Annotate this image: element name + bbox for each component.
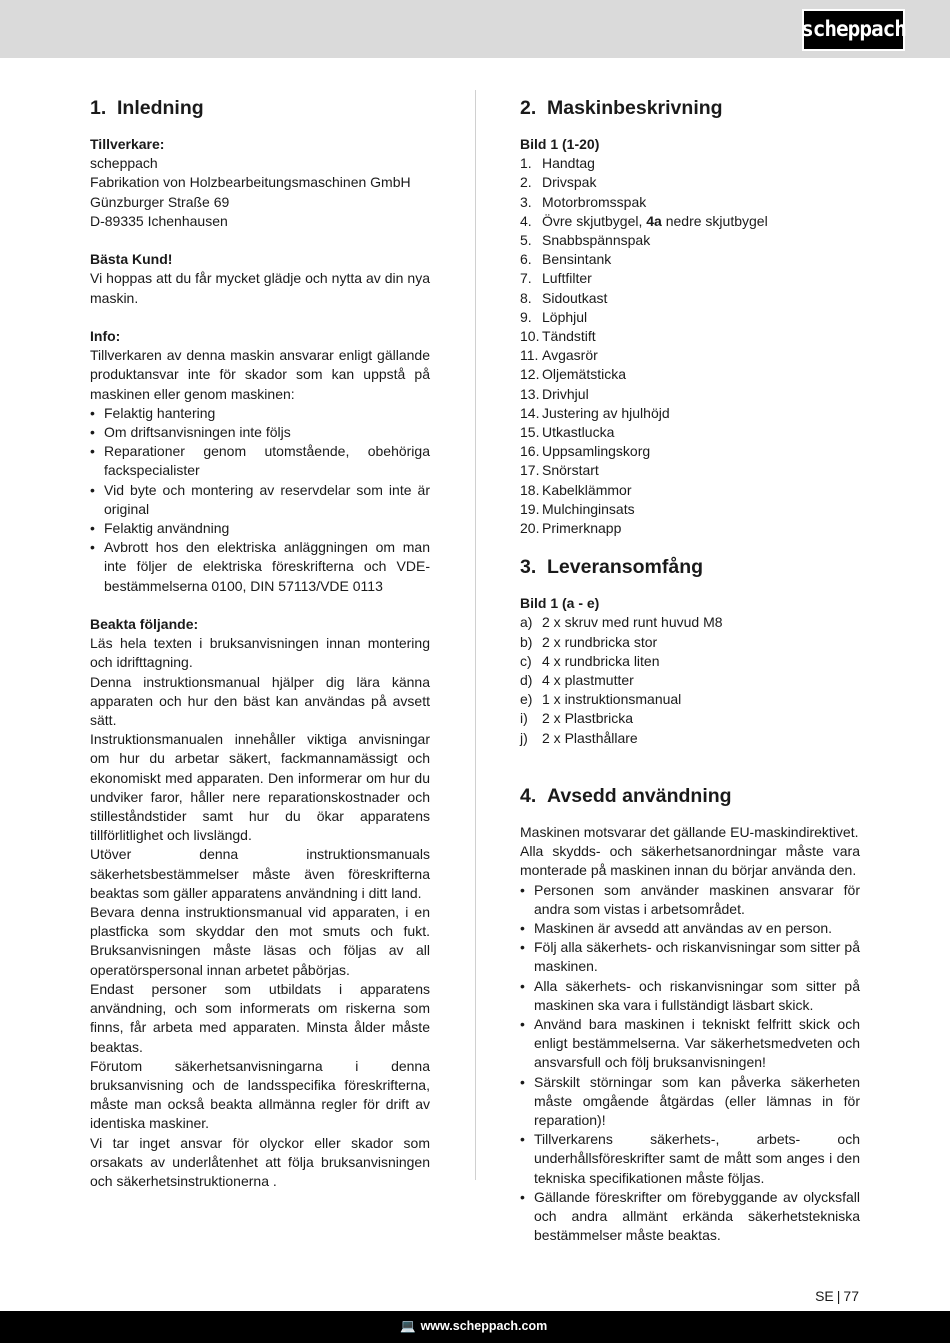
note-paragraph: Läs hela texten i bruksanvisningen innan montering och idrifttagning. (90, 635, 430, 671)
list-item (520, 671, 860, 690)
language-code: SE (815, 1288, 834, 1304)
list-item (520, 365, 860, 384)
left-column (90, 96, 430, 1191)
section-title: Maskinbeskrivning (547, 97, 723, 119)
list-item (520, 308, 860, 327)
bullet-item: • Följ alla säkerhets- och riskanvisningar som sitter på maskinen. (520, 938, 860, 976)
item-number: 12. (520, 366, 540, 383)
bullet-item: • Tillverkarens säkerhets-, arbets- och underhållsföreskrifter samt de mått som anges i den tekniska specifikationen måste följas. (520, 1130, 860, 1188)
item-text: 4 x rundbricka liten (542, 652, 660, 669)
list-item (520, 289, 860, 308)
item-text: Handtag (542, 155, 595, 172)
item-text: Uppsamlingskorg (542, 443, 651, 460)
item-number: i) (520, 710, 528, 727)
note-paragraph: Bevara denna instruktionsmanual vid apparaten, i en plastficka som skyddar den mot smuts och fukt. Bruksanvisningen måste läsas och följas av all operatörspersonal innan arbetet påbörjas. (90, 904, 430, 978)
note-paragraph: Instruktionsmanualen innehåller viktiga anvisningar om hur du arbetar säkert, fackmannamässigt och ekonomiskt med apparaten. Den informerar om hur du undviker faror, håller nere reparationskostnader och stilleståndstider samt hur du ökar apparatens tillförlitlighet och livslängd. (90, 731, 430, 844)
bullet-item: • Alla säkerhets- och riskanvisningar som sitter på maskinen ska vara i fullständigt läsbart skick. (520, 977, 860, 1015)
item-number: 20. (520, 520, 540, 537)
dear-customer-label: Bästa Kund! (90, 251, 173, 268)
bullet-item: • Avbrott hos den elektriska anläggningen om man inte följer de elektriska föreskrifterna och VDE-bestämmelserna 0100, DIN 57113/VDE 0113 (90, 538, 430, 596)
list-item (520, 250, 860, 269)
item-number: 18. (520, 481, 540, 498)
item-text: Motorbromsspak (542, 193, 647, 210)
section-heading-avsedd-anvandning (520, 784, 860, 808)
bullet-item: • Om driftsanvisningen inte följs (90, 423, 430, 442)
figure-label: Bild 1 (a - e) (520, 595, 600, 612)
item-number: 3. (520, 193, 532, 210)
section-title: Leveransomfång (547, 556, 704, 579)
section-number: 4. (520, 784, 537, 807)
use-paragraph: Alla skydds- och säkerhetsanordningar måste vara monterade på maskinen innan du börjar använda den. (520, 843, 860, 879)
item-text: Tändstift (542, 328, 596, 345)
list-item (520, 385, 860, 404)
website-link[interactable]: www.scheppach.com (420, 1319, 548, 1334)
info-text: Tillverkaren av denna maskin ansvarar enligt gällande produktansvar inte för skador som kan uppstå på maskinen eller genom maskinen: (90, 347, 430, 402)
item-number: c) (520, 652, 532, 669)
page-num: 77 (843, 1288, 859, 1304)
item-text: Övre skjutbygel, (542, 212, 647, 229)
header-band (0, 0, 950, 58)
list-item (520, 346, 860, 365)
section-title: Avsedd användning (547, 784, 732, 807)
item-number: 16. (520, 443, 540, 460)
bullet-item: • Personen som använder maskinen ansvarar för andra som vistas i arbetsområdet. (520, 881, 860, 919)
item-number: j) (520, 729, 528, 746)
item-text: nedre skjutbygel (661, 212, 768, 229)
note-paragraph: Endast personer som utbildats i apparatens användning, och som informerats om riskerna som finns, får arbeta med apparaten. Minsta ålder måste beaktas. (90, 980, 430, 1055)
manufacturer-label: Tillverkare: (90, 136, 165, 152)
list-item (520, 231, 860, 250)
item-number: 10. (520, 328, 540, 345)
item-number: 9. (520, 308, 532, 325)
item-text: Luftfilter (542, 270, 592, 287)
manufacturer-line: Fabrikation von Holzbearbeitungsmaschinen GmbH (90, 174, 411, 191)
figure-label: Bild 1 (1-20) (520, 136, 600, 152)
item-text: 4 x plastmutter (542, 672, 634, 689)
item-number: 15. (520, 424, 540, 441)
list-item (520, 709, 860, 728)
item-number: 8. (520, 289, 532, 306)
page-number (815, 1287, 859, 1306)
item-number: 1. (520, 155, 532, 172)
item-number: d) (520, 672, 533, 689)
item-number: e) (520, 691, 533, 708)
parts-list (520, 154, 860, 538)
use-paragraph: Maskinen motsvarar det gällande EU-maskindirektivet. (520, 823, 859, 840)
note-paragraph: Denna instruktionsmanual hjälper dig lära känna apparaten och hur den bäst kan användas på avsett sätt. (90, 673, 430, 729)
section-title: Inledning (117, 97, 204, 119)
item-text: Utkastlucka (542, 424, 615, 441)
item-number: 2. (520, 174, 532, 191)
item-number: 7. (520, 270, 532, 287)
list-item (520, 423, 860, 442)
item-text: Snabbspännspak (542, 232, 651, 249)
note-paragraph: Förutom säkerhetsanvisningarna i denna bruksanvisning och de landsspecifika föreskrifterna, måste man också beakta allmänna regler för drift av identiska maskiner. (90, 1057, 430, 1132)
note-paragraph: Utöver denna instruktionsmanuals säkerhetsbestämmelser måste även föreskrifterna beaktas som gäller apparatens användning i ditt land. (90, 846, 430, 901)
item-number: 4. (520, 212, 532, 229)
item-number: 6. (520, 251, 532, 268)
bullet-item: • Vid byte och montering av reservdelar som inte är original (90, 481, 430, 519)
item-number: b) (520, 633, 533, 650)
item-text: Kabelklämmor (542, 481, 632, 498)
item-text: Oljemätsticka (542, 366, 627, 383)
item-number: 17. (520, 462, 540, 479)
item-number: 19. (520, 500, 540, 517)
bullet-item: • Felaktig användning (90, 519, 430, 538)
list-item (520, 327, 860, 346)
item-text: Drivspak (542, 174, 597, 191)
item-text: 2 x skruv med runt huvud M8 (542, 614, 723, 631)
list-item (520, 404, 860, 423)
bullet-item: • Använd bara maskinen i tekniskt felfritt skick och enligt bestämmelserna. Var säkerhetsmedveten och ansvarsfull och följ bruksanvisningen! (520, 1015, 860, 1073)
note-paragraph: Vi tar inget ansvar för olyckor eller skador som orsakats av underlåtenhet att följa bruksanvisningen och säkerhetsinstruktionerna . (90, 1134, 430, 1189)
item-number: 13. (520, 385, 540, 402)
list-item (520, 729, 860, 748)
manufacturer-line: D-89335 Ichenhausen (90, 212, 228, 229)
item-text: Primerknapp (542, 520, 622, 537)
item-text: Snörstart (542, 462, 599, 479)
note-label: Beakta följande: (90, 616, 199, 633)
bullet-item: • Maskinen är avsedd att användas av en person. (520, 919, 860, 938)
delivery-list (520, 613, 860, 747)
item-text: Justering av hjulhöjd (542, 404, 670, 421)
item-number: 11. (520, 347, 539, 364)
use-bullet-list (520, 881, 860, 1246)
list-item (520, 481, 860, 500)
bullet-item: • Gällande föreskrifter om förebyggande av olycksfall och andra allmänt erkända säkerhetstekniska bestämmelser måste beaktas. (520, 1188, 860, 1246)
section-number: 1. (90, 97, 107, 119)
scheppach-logo: scheppach (802, 9, 905, 51)
footer-bar (0, 1311, 950, 1343)
section-heading-inledning (90, 96, 430, 120)
item-text: 2 x Plastbricka (542, 710, 634, 727)
list-item (520, 633, 860, 652)
list-item (520, 154, 860, 173)
item-text-bold: 4a (646, 212, 662, 229)
list-item (520, 690, 860, 709)
info-bullet-list (90, 404, 430, 596)
list-item (520, 613, 860, 632)
manufacturer-line: Günzburger Straße 69 (90, 193, 230, 210)
list-item (520, 212, 860, 231)
list-item (520, 173, 860, 192)
item-text: Bensintank (542, 251, 612, 268)
item-text: Mulchinginsats (542, 500, 635, 517)
list-item (520, 193, 860, 212)
item-number: a) (520, 614, 533, 631)
list-item (520, 519, 860, 538)
section-heading-leveransomfang (520, 555, 860, 579)
list-item (520, 500, 860, 519)
list-item (520, 461, 860, 480)
item-number: 14. (520, 404, 540, 421)
computer-icon: 💻 (400, 1319, 416, 1334)
list-item (520, 442, 860, 461)
bullet-item: • Reparationer genom utomstående, obehöriga fackspecialister (90, 442, 430, 480)
separator: | (836, 1288, 841, 1304)
item-text: Sidoutkast (542, 289, 608, 306)
item-text: Löphjul (542, 308, 588, 325)
right-column (520, 96, 860, 1245)
item-text: 1 x instruktionsmanual (542, 691, 682, 708)
item-number: 5. (520, 232, 532, 249)
bullet-item: • Särskilt störningar som kan påverka säkerheten måste omgående åtgärdas (eller lämnas in för reparation)! (520, 1073, 860, 1131)
dear-customer-text: Vi hoppas att du får mycket glädje och nytta av din nya maskin. (90, 270, 430, 306)
section-number: 3. (520, 556, 537, 579)
manufacturer-line: scheppach (90, 155, 158, 172)
list-item (520, 652, 860, 671)
section-number: 2. (520, 97, 537, 119)
list-item (520, 269, 860, 288)
column-divider (475, 90, 476, 1180)
bullet-item: • Felaktig hantering (90, 404, 430, 423)
info-label: Info: (90, 328, 121, 344)
item-text: 2 x rundbricka stor (542, 633, 658, 650)
section-heading-maskinbeskrivning (520, 96, 860, 120)
item-text: Avgasrör (542, 347, 598, 364)
item-text: Drivhjul (542, 385, 589, 402)
item-text: 2 x Plasthållare (542, 729, 638, 746)
